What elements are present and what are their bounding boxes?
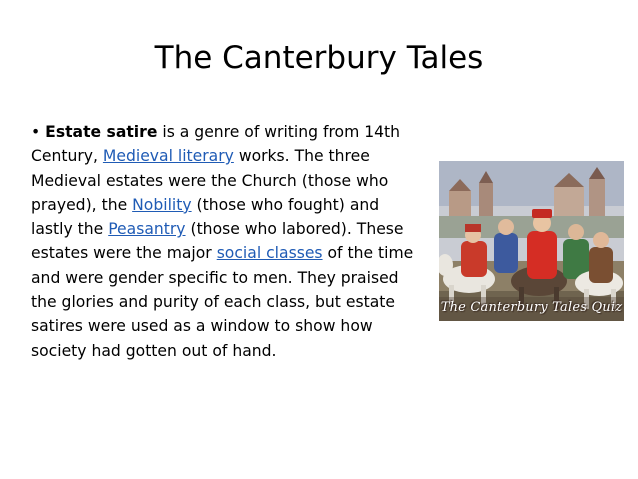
text-segment: (those who fought) and lastly the xyxy=(31,195,380,239)
canterbury-pilgrims-illustration xyxy=(438,160,625,322)
slide-title: The Canterbury Tales xyxy=(154,40,484,76)
text-segment: (those who labored). These estates were the major xyxy=(31,220,404,263)
image-caption: The Canterbury Tales Quiz xyxy=(440,300,623,315)
link-nobility[interactable]: Nobility xyxy=(132,195,192,214)
text-segment: works. The three Medieval estates were the Church (those who prayed), the xyxy=(31,147,389,214)
link-peasantry[interactable]: Peasantry xyxy=(108,220,186,239)
illustration-art xyxy=(439,161,624,321)
text-segment: of the time and were gender specific to men. They praised the glories and purity of each class, but estate satires were used as a window to show how society had gotten out of hand. xyxy=(31,244,414,360)
term-estate-satire: Estate satire xyxy=(45,123,158,141)
text-segment: is a genre of writing from 14th Century, xyxy=(31,123,401,166)
link-medieval-literary[interactable]: Medieval literary xyxy=(102,147,234,166)
bullet: • xyxy=(31,123,41,141)
link-social-classes[interactable]: social classes xyxy=(216,244,323,263)
body-paragraph xyxy=(31,120,421,363)
